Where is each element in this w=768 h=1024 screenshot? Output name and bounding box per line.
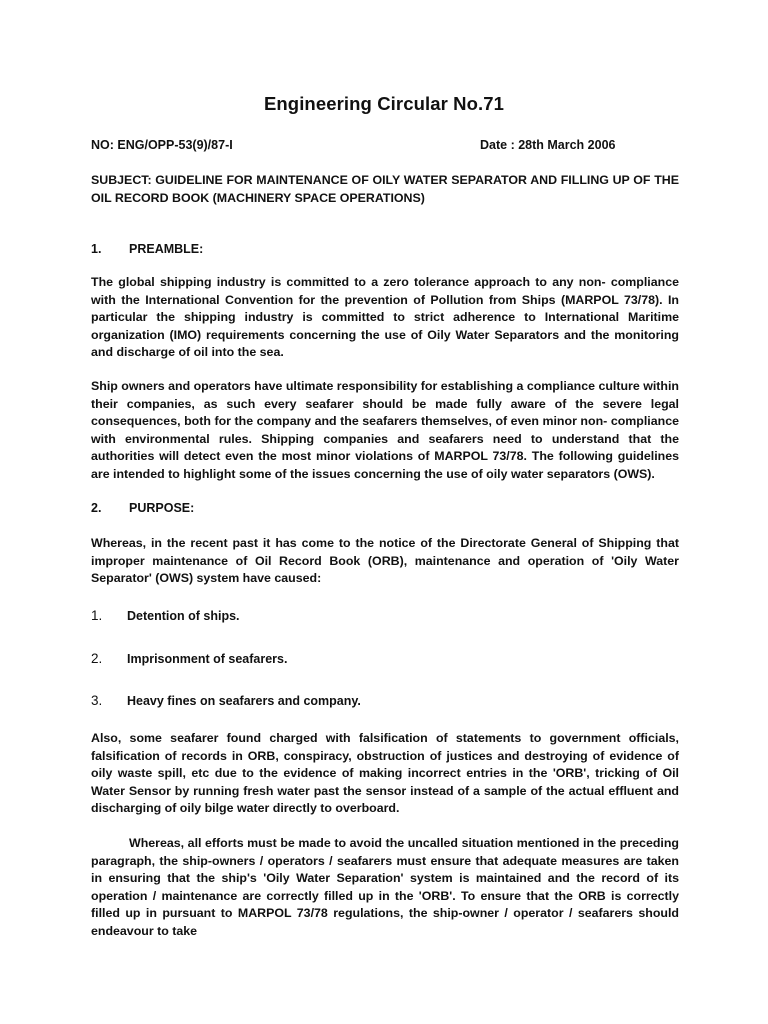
circular-date: Date : 28th March 2006 [480,138,616,152]
purpose-paragraph: Whereas, in the recent past it has come to the notice of the Directorate General of Shipping that improper maintenance of Oil Record Book (ORB), maintenance and operation of 'Oily Water Separator' (OWS) system have caused: [91,536,679,586]
preamble-paragraph-2: Ship owners and operators have ultimate responsibility for establishing a compliance culture within their companies, as such every seafarer should be made fully aware of the severe legal consequences, both for the company and the seafarers themselves, of even minor non- compliance with environmental rules. Shipping companies and seafarers need to understand that the authorities will detect even the most minor violations of MARPOL 73/78. The following guidelines are intended to highlight some of the issues concerning the use of oily water separators (OWS). [91,379,679,481]
section-number: 1. [91,242,102,256]
reference-number: NO: ENG/OPP-53(9)/87-I [91,138,233,152]
list-item-number: 1. [91,608,103,623]
section-heading-preamble [91,242,203,256]
list-item [91,693,361,708]
section-title: PURPOSE: [129,501,195,515]
measures-paragraph: Whereas, all efforts must be made to avoid the uncalled situation mentioned in the preceding paragraph, the ship-owners / operators / seafarers must ensure that adequate measures are taken in ensuring that the ship's 'Oily Water Separation' system is maintained and the record of its operation / maintenance are correctly filled up in the 'ORB'. To ensure that the ORB is correctly filled up in pursuant to MARPOL 73/78 regulations, the ship-owner / operator / seafarers should endeavour to take [91,836,679,938]
section-number: 2. [91,501,102,515]
list-item-number: 3. [91,693,103,708]
preamble-paragraph-1: The global shipping industry is committed to a zero tolerance approach to any non- compliance with the International Convention for the prevention of Pollution from Ships (MARPOL 73/78). In particular the shipping industry is committed to strict adherence to International Maritime organization (IMO) requirements concerning the use of Oily Water Separators and the monitoring and discharge of oil into the sea. [91,275,679,360]
list-item-number: 2. [91,651,103,666]
list-item [91,651,287,666]
list-item-text: Heavy fines on seafarers and company. [127,694,361,708]
section-heading-purpose [91,501,194,515]
list-item [91,608,240,623]
section-title: PREAMBLE: [129,242,204,256]
list-item-text: Imprisonment of seafarers. [127,652,288,666]
subject-line: SUBJECT: GUIDELINE FOR MAINTENANCE OF OILY WATER SEPARATOR AND FILLING UP OF THE OIL RECORD BOOK (MACHINERY SPACE OPERATIONS) [91,173,679,205]
list-item-text: Detention of ships. [127,609,240,623]
falsification-paragraph: Also, some seafarer found charged with falsification of statements to government officials, falsification of records in ORB, conspiracy, obstruction of justices and destroying of evidence of oily waste spill, etc due to the evidence of making incorrect entries in the 'ORB', tricking of Oil Water Sensor by running fresh water past the sensor instead of a sample of the actual effluent and discharging of oily bilge water directly to overboard. [91,731,679,816]
document-title: Engineering Circular No.71 [263,93,505,114]
